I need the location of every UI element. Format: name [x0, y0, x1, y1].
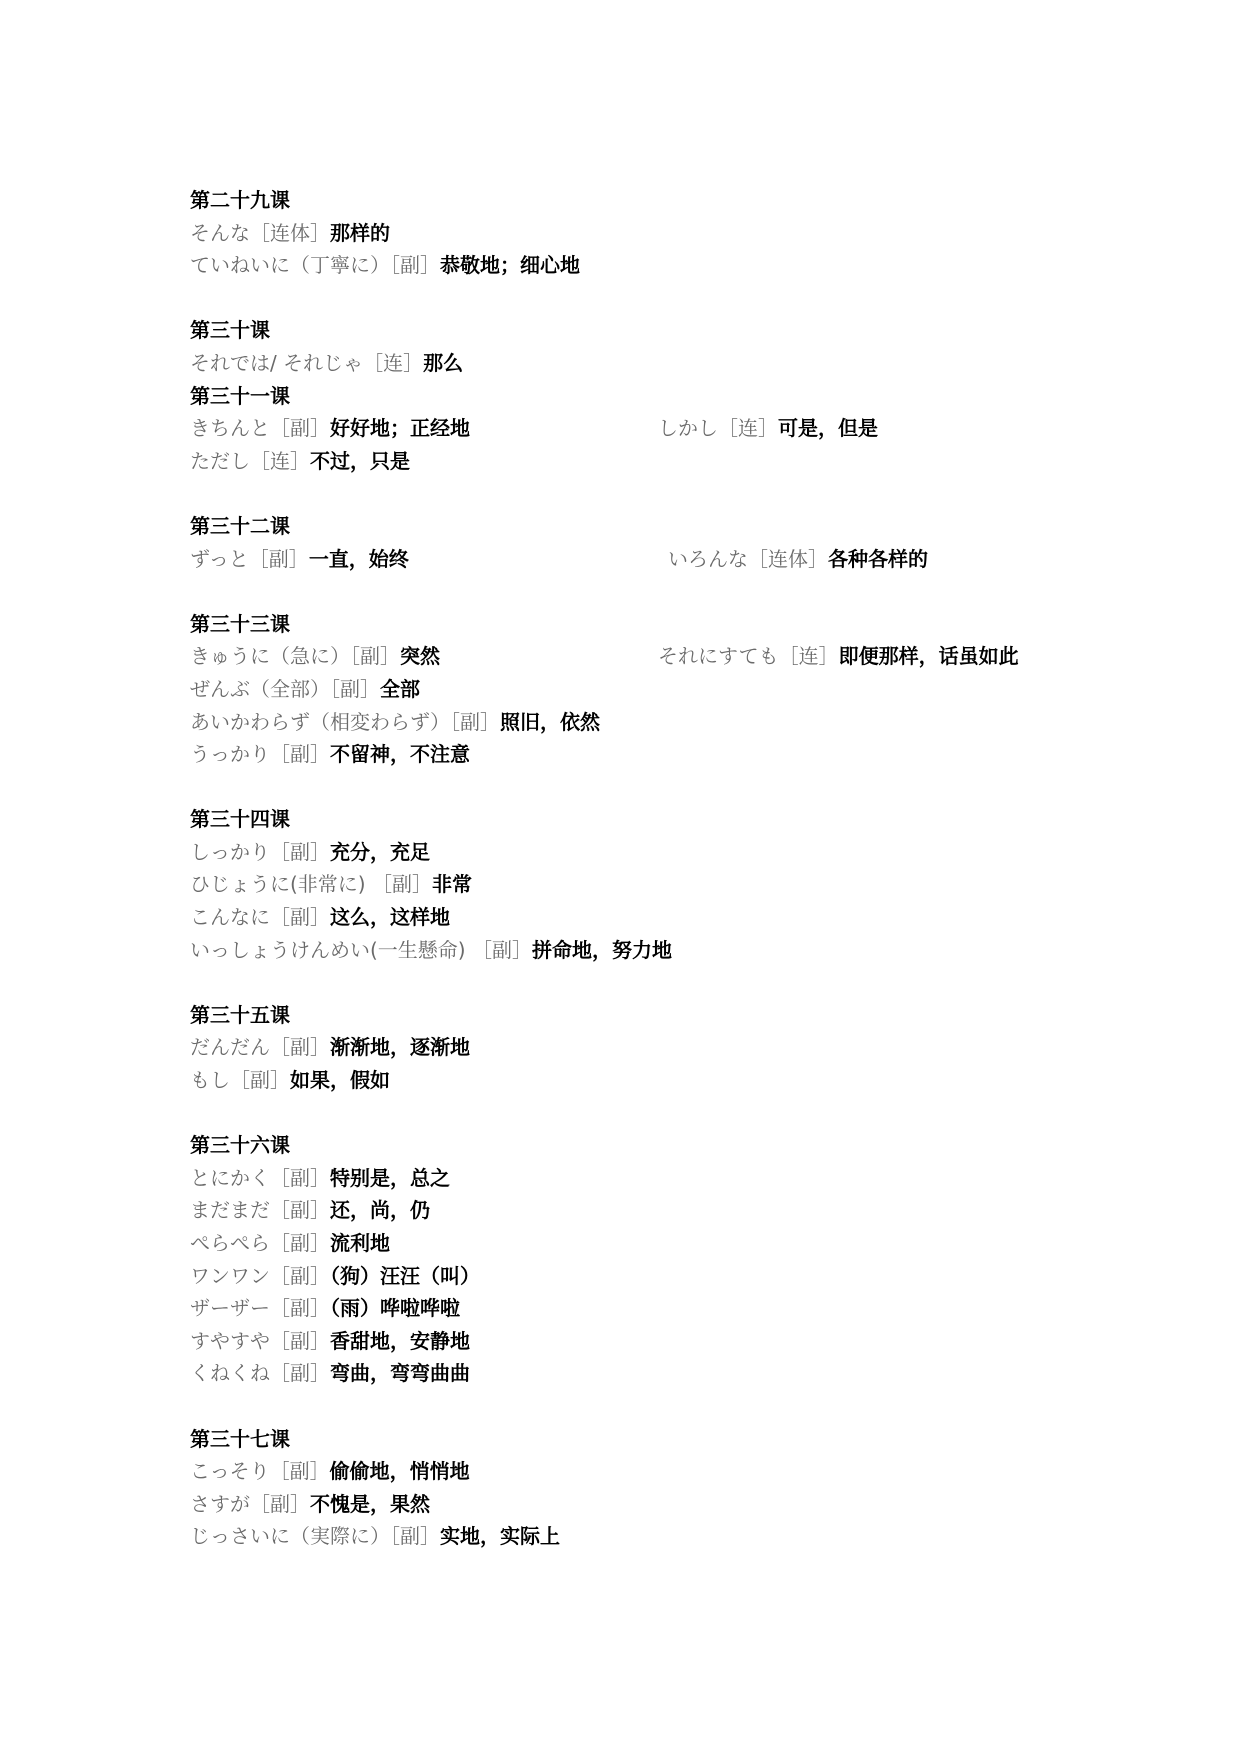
- vocab-word: ていねいに（丁寧に）［副］: [190, 253, 440, 278]
- lesson-section: [190, 999, 1090, 1097]
- vocab-word: ぺらぺら［副］: [190, 1231, 330, 1255]
- vocab-entry-right: [658, 640, 1019, 673]
- vocab-entry: [190, 901, 1090, 934]
- vocab-meaning: 这么，这样地: [330, 905, 450, 930]
- vocab-entry: [190, 934, 1090, 967]
- vocab-entry: [190, 1031, 1090, 1064]
- vocab-entry: [190, 412, 1090, 445]
- vocab-word: じっさいに（実際に）［副］: [190, 1524, 440, 1549]
- vocab-meaning: 那么: [423, 350, 464, 375]
- vocab-word: こんなに［副］: [190, 905, 330, 930]
- lesson-title: 第三十课: [190, 318, 270, 343]
- vocab-entry: [190, 1357, 1090, 1390]
- vocab-meaning: 可是，但是: [778, 416, 878, 441]
- vocab-meaning: 充分，充足: [330, 839, 430, 864]
- vocab-word: ぜんぶ（全部）［副］: [190, 676, 380, 701]
- lesson-title: 第三十五课: [190, 1002, 290, 1027]
- vocab-word: いっしょうけんめい(一生懸命) ［副］: [190, 937, 532, 962]
- vocab-word: さすが［副］: [190, 1491, 310, 1516]
- vocab-meaning: 渐渐地，逐渐地: [330, 1035, 470, 1060]
- lesson-title: 第三十七课: [190, 1426, 290, 1451]
- vocab-meaning: 不留神，不注意: [330, 742, 470, 767]
- vocab-word: くねくね［副］: [190, 1361, 330, 1386]
- vocab-entry: [190, 543, 1090, 576]
- lesson-title: 第三十二课: [190, 513, 290, 538]
- vocab-meaning: 特别是，总之: [330, 1165, 450, 1190]
- vocab-entry: [190, 836, 1090, 869]
- vocab-meaning: 不愧是，果然: [310, 1491, 430, 1516]
- lesson-title: 第三十一课: [190, 383, 290, 408]
- vocab-word: ワンワン［副］: [190, 1263, 330, 1288]
- vocab-entry: [190, 249, 1090, 282]
- vocab-meaning: 实地，实际上: [440, 1524, 560, 1549]
- vocab-word: それにすても［连］: [658, 644, 839, 669]
- vocab-word: こっそり［副］: [190, 1459, 330, 1484]
- vocab-word: まだまだ［副］: [190, 1198, 330, 1223]
- lesson-title: 第三十三课: [190, 611, 290, 636]
- vocab-entry: [190, 1227, 1090, 1260]
- vocab-word: とにかく［副］: [190, 1165, 330, 1190]
- vocab-entry: [190, 1194, 1090, 1227]
- vocab-meaning: 即便那样，话虽如此: [838, 644, 1019, 669]
- vocab-entry: [190, 1488, 1090, 1521]
- vocab-word: きゅうに（急に）［副］: [190, 644, 400, 669]
- vocab-meaning: 好好地；正经地: [330, 416, 470, 441]
- vocab-entry: [190, 1325, 1090, 1358]
- vocab-entry: [190, 217, 1090, 250]
- vocab-meaning: 照旧，依然: [500, 709, 600, 734]
- vocab-meaning: 如果，假如: [290, 1068, 390, 1093]
- lesson-section: [190, 1129, 1090, 1390]
- vocab-word: だんだん［副］: [190, 1035, 330, 1060]
- vocab-meaning: 全部: [380, 676, 420, 701]
- vocab-word: それでは/ それじゃ［连］: [190, 350, 424, 375]
- vocab-meaning: 一直，始终: [308, 546, 409, 571]
- vocab-entry: [190, 706, 1090, 739]
- vocab-word: しっかり［副］: [190, 839, 330, 864]
- lesson-section: [190, 380, 1090, 478]
- vocab-entry: [190, 868, 1090, 901]
- vocab-entry: [190, 445, 1090, 478]
- vocab-meaning: （狗）汪汪（叫）: [330, 1263, 480, 1288]
- vocab-meaning: 流利地: [330, 1231, 390, 1255]
- vocab-entry: [190, 673, 1090, 706]
- vocab-meaning: 弯曲，弯弯曲曲: [330, 1361, 470, 1386]
- vocab-entry: [190, 738, 1090, 771]
- lesson-section: [190, 608, 1090, 771]
- lesson-section: [190, 510, 1090, 575]
- vocab-word: ザーザー［副］: [190, 1296, 330, 1321]
- vocabulary-document: [190, 184, 1090, 1553]
- vocab-word: すやすや［副］: [190, 1328, 330, 1353]
- vocab-entry: [190, 1520, 1090, 1553]
- vocab-word: うっかり［副］: [190, 742, 330, 767]
- lesson-title: 第三十四课: [190, 807, 290, 832]
- vocab-word: しかし［连］: [658, 416, 778, 441]
- vocab-meaning: 还，尚，仍: [330, 1198, 430, 1223]
- vocab-word: きちんと［副］: [190, 416, 330, 441]
- vocab-entry: [190, 1162, 1090, 1195]
- lesson-section: [190, 1423, 1090, 1553]
- vocab-meaning: 香甜地，安静地: [330, 1328, 470, 1353]
- vocab-entry: [190, 1292, 1090, 1325]
- vocab-entry: [190, 1064, 1090, 1097]
- vocab-word: いろんな［连体］: [668, 546, 828, 571]
- vocab-entry: [190, 1455, 1090, 1488]
- vocab-entry: [190, 347, 1090, 380]
- lesson-title: 第三十六课: [190, 1133, 290, 1158]
- lesson-section: [190, 803, 1090, 966]
- vocab-word: もし［副］: [190, 1068, 290, 1093]
- vocab-meaning: 不过，只是: [310, 448, 410, 473]
- lesson-section: [190, 314, 1090, 379]
- vocab-meaning: 突然: [400, 644, 440, 669]
- vocab-meaning: 各种各样的: [828, 546, 928, 571]
- vocab-meaning: 拼命地，努力地: [531, 937, 672, 962]
- vocab-entry-right: [658, 412, 878, 445]
- vocab-word: ずっと［副］: [190, 546, 309, 571]
- vocab-entry: [190, 640, 1090, 673]
- vocab-meaning: 恭敬地；细心地: [440, 253, 580, 278]
- vocab-word: ひじょうに(非常に) ［副］: [190, 872, 432, 897]
- lesson-title: 第二十九课: [190, 188, 290, 212]
- vocab-word: ただし［连］: [190, 448, 310, 473]
- vocab-meaning: 偷偷地，悄悄地: [329, 1459, 470, 1484]
- vocab-word: そんな［连体］: [190, 220, 330, 245]
- vocab-entry-right: [668, 543, 928, 576]
- vocab-meaning: 那样的: [330, 220, 390, 245]
- lesson-section: [190, 184, 1090, 282]
- vocab-meaning: （雨）哗啦哗啦: [330, 1296, 460, 1321]
- vocab-meaning: 非常: [431, 872, 472, 897]
- vocab-entry: [190, 1260, 1090, 1293]
- vocab-word: あいかわらず（相変わらず）［副］: [190, 709, 500, 734]
